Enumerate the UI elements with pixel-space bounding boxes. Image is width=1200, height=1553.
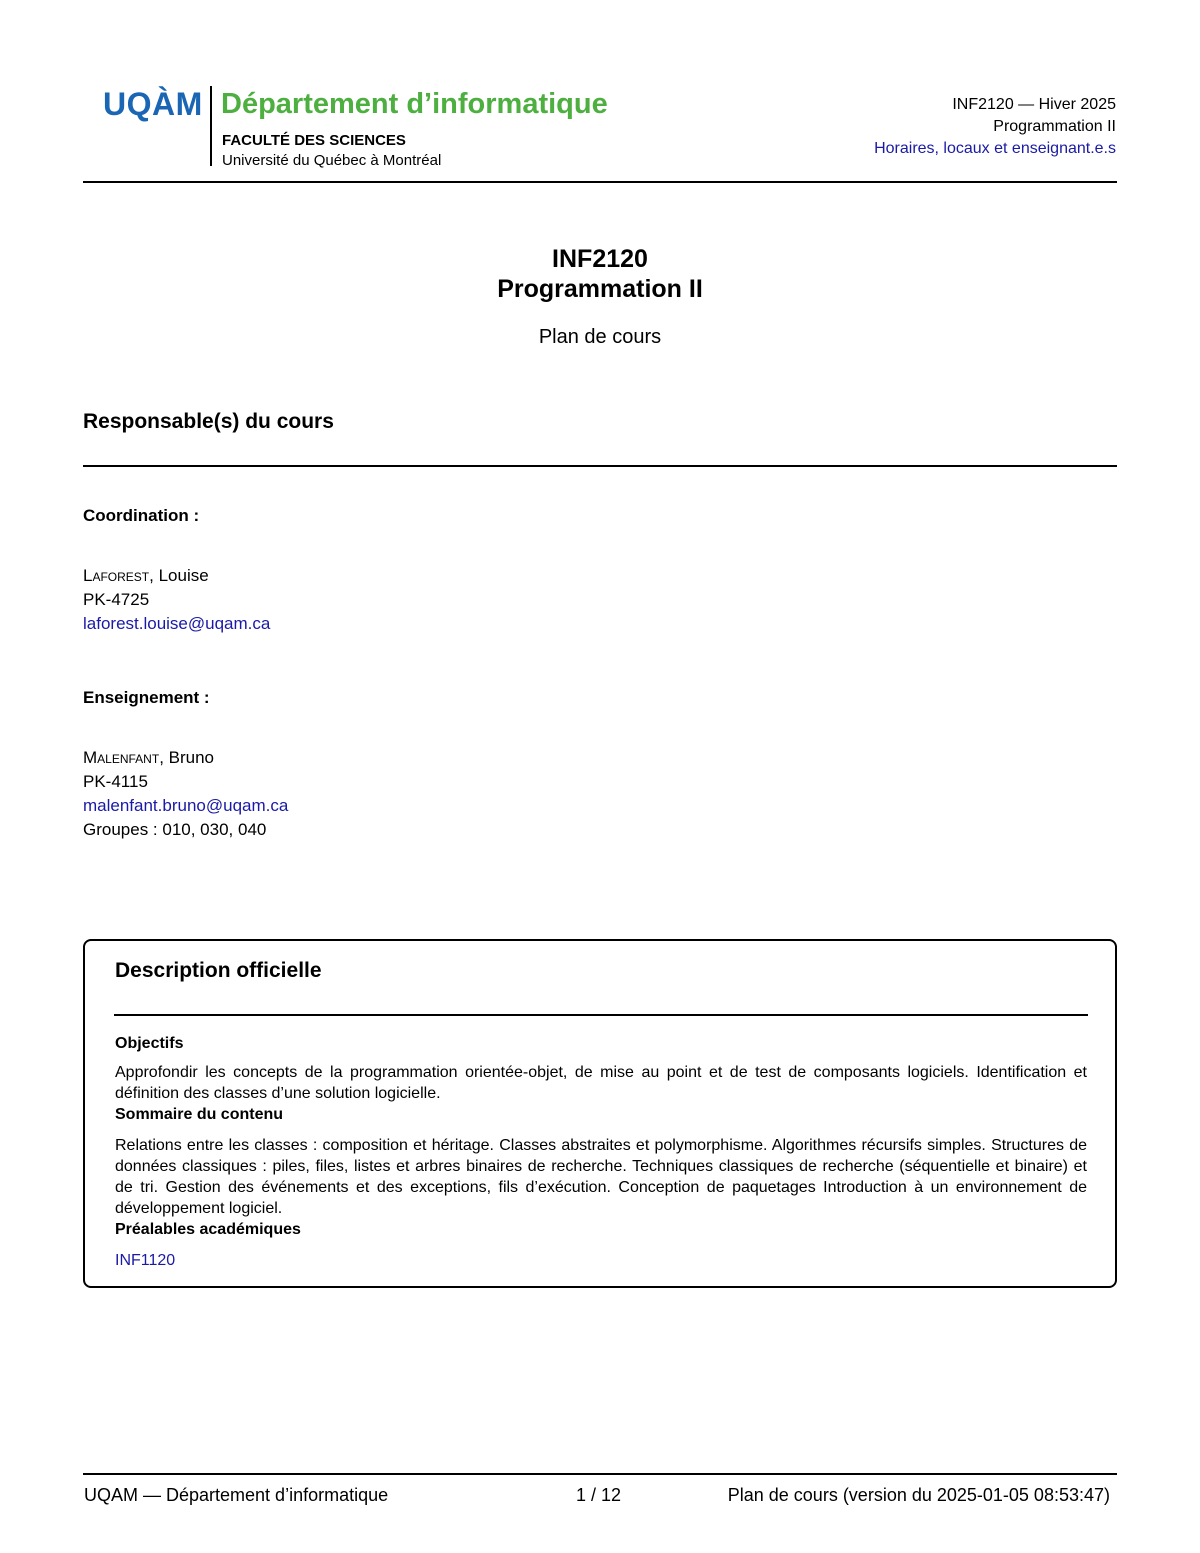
footer-version: Plan de cours (version du 2025-01-05 08:53:47) bbox=[727, 1485, 1110, 1505]
teacher-name: Malenfant, Bruno bbox=[83, 748, 214, 767]
coordinator-office: PK-4725 bbox=[83, 590, 150, 609]
coordinator-contact bbox=[83, 564, 270, 636]
coordination-label: Coordination : bbox=[83, 506, 200, 525]
content-summary-text: Relations entre les classes : composition et héritage. Classes abstraites et polymorphisme. Algorithmes récursifs simples. Structures de données classiques : piles, files, listes et arbres binaires de recherche. Techniques classiques de recherche (séquentielle et binaire) et de tri. Gestion des événements et des exceptions, fils d’exécution. Conception de paquetages Introduction à un environnement de développement logiciel. bbox=[115, 1137, 1087, 1217]
description-divider bbox=[114, 1014, 1088, 1016]
header-course-name: Programmation II bbox=[993, 118, 1116, 135]
teacher-office: PK-4115 bbox=[83, 772, 148, 791]
teacher-groups: Groupes : 010, 030, 040 bbox=[83, 820, 267, 839]
objectives-text: Approfondir les concepts de la programmation orientée-objet, de mise au point et de test de composants logiciels. Identification et définition des classes d’une solution logicielle. bbox=[115, 1064, 1087, 1102]
header-course-info bbox=[874, 94, 1116, 160]
description-title: Description officielle bbox=[115, 959, 322, 982]
university-name: Université du Québec à Montréal bbox=[222, 152, 442, 169]
objectives-label: Objectifs bbox=[115, 1035, 184, 1052]
title-block bbox=[0, 244, 1200, 350]
faculty-name: FACULTÉ DES SCIENCES bbox=[222, 132, 406, 149]
official-description-box bbox=[83, 939, 1117, 1288]
department-name: Département d’informatique bbox=[221, 88, 608, 120]
schedule-link[interactable]: Horaires, locaux et enseignant.e.s bbox=[874, 140, 1116, 157]
document-subtitle: Plan de cours bbox=[538, 326, 662, 348]
footer-page-number: 1 / 12 bbox=[576, 1485, 622, 1505]
uqam-logo: UQÀM bbox=[103, 86, 203, 122]
footer-divider bbox=[83, 1473, 1117, 1475]
prerequisite-link[interactable]: INF1120 bbox=[115, 1252, 176, 1269]
teacher-contact bbox=[83, 746, 288, 842]
prerequisites-label: Préalables académiques bbox=[115, 1221, 301, 1238]
header-course-term: INF2120 — Hiver 2025 bbox=[952, 96, 1116, 113]
header-divider bbox=[83, 181, 1117, 183]
description-body bbox=[115, 1033, 1087, 1271]
section-divider bbox=[83, 465, 1117, 467]
logo-separator bbox=[210, 86, 212, 166]
teacher-email-link[interactable]: malenfant.bruno@uqam.ca bbox=[83, 796, 289, 815]
section-heading-responsables: Responsable(s) du cours bbox=[83, 410, 334, 433]
course-code-title: INF2120 bbox=[552, 245, 648, 273]
course-name-title: Programmation II bbox=[497, 275, 703, 303]
enseignement-label: Enseignement : bbox=[83, 688, 210, 707]
footer-department: UQAM — Département d’informatique bbox=[84, 1485, 389, 1505]
coordinator-email-link[interactable]: laforest.louise@uqam.ca bbox=[83, 614, 271, 633]
coordinator-name: Laforest, Louise bbox=[83, 566, 209, 585]
content-summary-label: Sommaire du contenu bbox=[115, 1106, 284, 1123]
